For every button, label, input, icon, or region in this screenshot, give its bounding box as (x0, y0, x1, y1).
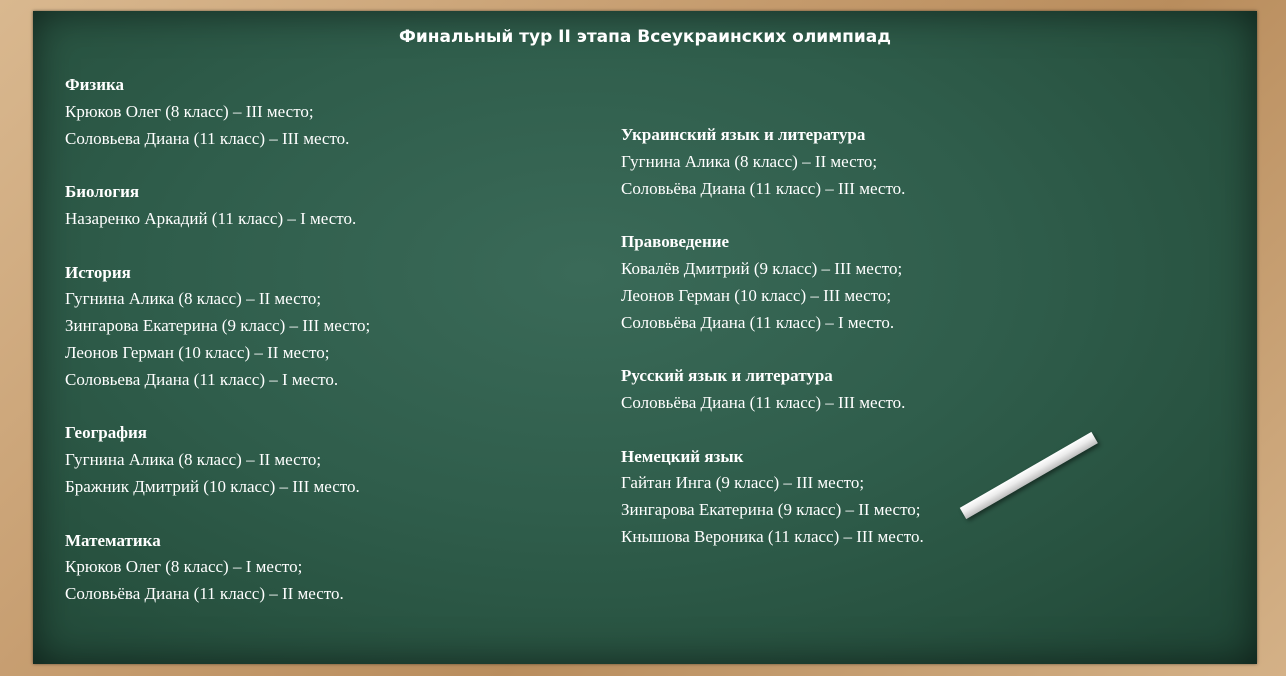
result-line: Кнышова Вероника (11 класс) – III место. (621, 526, 924, 546)
section-heading: Математика (65, 530, 161, 550)
section-math (65, 528, 585, 608)
section-heading: Немецкий язык (621, 446, 744, 466)
section-heading: Физика (65, 75, 125, 94)
section-heading: География (65, 423, 147, 443)
section-geography (65, 420, 585, 500)
section-law (621, 229, 1141, 336)
result-line: Соловьева Диана (11 класс) – I место. (65, 369, 339, 389)
result-line: Соловьёва Диана (11 класс) – III место. (621, 178, 906, 198)
result-line: Крюков Олег (8 класс) – III место; (65, 101, 314, 121)
result-line: Соловьева Диана (11 класс) – III место. (65, 128, 350, 148)
result-line: Бражник Дмитрий (10 класс) – III место. (65, 476, 360, 496)
section-heading: Русский язык и литература (621, 366, 833, 386)
result-line: Леонов Герман (10 класс) – III место; (621, 285, 892, 305)
result-line: Зингарова Екатерина (9 класс) – III место; (65, 316, 371, 336)
section-heading: Биология (65, 182, 140, 202)
section-biology (65, 179, 585, 233)
result-line: Гугнина Алика (8 класс) – II место; (65, 289, 322, 309)
right-column (621, 122, 1141, 578)
page-title: Финальный тур II этапа Всеукраинских олимпиад (399, 27, 891, 47)
section-ukrainian (621, 122, 1141, 202)
result-line: Гугнина Алика (8 класс) – II место; (621, 151, 878, 171)
section-history (65, 260, 585, 394)
result-line: Ковалёв Дмитрий (9 класс) – III место; (621, 258, 903, 278)
result-line: Гайтан Инга (9 класс) – III место; (621, 473, 865, 493)
result-line: Назаренко Аркадий (11 класс) – I место. (65, 208, 357, 228)
section-heading: История (65, 262, 131, 282)
chalkboard (33, 11, 1257, 664)
section-heading: Украинский язык и литература (621, 125, 866, 144)
section-russian (621, 363, 1141, 417)
result-line: Соловьёва Диана (11 класс) – II место. (65, 584, 344, 604)
result-line: Соловьёва Диана (11 класс) – III место. (621, 392, 906, 412)
result-line: Гугнина Алика (8 класс) – II место; (65, 450, 322, 470)
result-line: Леонов Герман (10 класс) – II место; (65, 342, 330, 362)
result-line: Зингарова Екатерина (9 класс) – II место; (621, 500, 921, 520)
result-line: Крюков Олег (8 класс) – I место; (65, 557, 303, 577)
left-column (65, 72, 585, 635)
section-heading: Правоведение (621, 232, 730, 252)
result-line: Соловьёва Диана (11 класс) – I место. (621, 312, 895, 332)
section-physics (65, 72, 585, 152)
